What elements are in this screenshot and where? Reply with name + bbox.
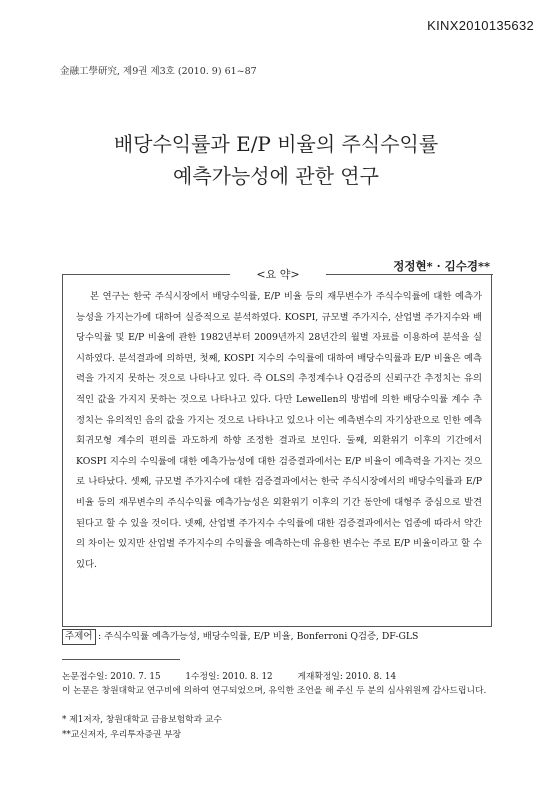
keywords-text: : 주식수익률 예측가능성, 배당수익률, E/P 비율, Bonferroni Q검증, DF-GLS	[98, 631, 419, 642]
title-line-1: 배당수익률과 E/P 비율의 주식수익률	[113, 132, 439, 156]
author1-note: * 제1저자, 창원대학교 금융보험학과 교수	[62, 715, 222, 725]
revised-date: 1수정일: 2010. 8. 12	[185, 672, 273, 682]
abstract-heading: <요 약>	[256, 268, 300, 281]
journal-citation: 金融工學研究, 제9권 제3호 (2010. 9) 61~87	[60, 66, 257, 77]
title-line-2: 예측가능성에 관한 연구	[173, 164, 379, 188]
acknowledgement-note: 이 논문은 창원대학교 연구비에 의하여 연구되었으며, 유익한 조언을 해 주신 두 분의 심사위원께 감사드립니다.	[62, 686, 487, 696]
submission-dates	[62, 669, 418, 682]
received-date: 논문접수일: 2010. 7. 15	[62, 672, 161, 682]
footnote-divider	[62, 659, 180, 660]
keywords-label: 주제어	[62, 629, 96, 645]
author2-note: **교신저자, 우리투자증권 부장	[62, 730, 182, 740]
abstract-body: 본 연구는 한국 주식시장에서 배당수익률, E/P 비율 등의 재무변수가 주식수익률에 대한 예측가능성을 가지는가에 대하여 실증적으로 분석하였다. KOSPI, 규모별 주가지수, 산업별 주가지수와 배당수익률 및 E/P 비율에 관한 1982년부터 2009년까지 28년간의 월별 자료를 이용하여 분석을 실시하였다. 분석결과에 의하면, 첫째, KOSPI 지수의 수익률에 대하여 배당수익률과 E/P 비율은 예측력을 가지지 못하는 것으로 나타나고 있다. 즉 OLS의 추정계수나 Q검증의 신뢰구간 추정치는 유의적인 값을 가지지 못하는 것으로 나타나고 있다. 다만 Lewellen의 방법에 의한 배당수익률 계수 추정치는 유의적인 음의 값을 가지는 것으로 나타나고 있으나 이는 예측변수의 자기상관으로 인한 예측회귀모형 계수의 편의를 과도하게 하향 조정한 결과로 보인다. 둘째, 외환위기 이후의 기간에서 KOSPI 지수의 수익률에 대한 예측가능성에 대한 검증결과에서는 E/P 비율이 예측력을 가지는 것으로 나타났다. 셋째, 규모별 주가지수에 대한 검증결과에서는 한국 주식시장에서의 배당수익률과 E/P 비율 등의 재무변수의 주식수익률 예측가능성은 외환위기 이후의 기간 동안에 대형주 중심으로 발견된다고 할 수 있을 것이다. 넷째, 산업별 주가지수 수익률에 대한 검증결과에서는 업종에 따라서 약간의 차이는 있지만 산업별 주가지수의 수익률을 예측하는데 유용한 변수는 주로 E/P 비율이라고 할 수 있다.	[76, 291, 482, 570]
document-id: KINX2010135632	[427, 18, 534, 33]
paper-title	[0, 128, 552, 192]
accepted-date: 게재확정일: 2010. 8. 14	[297, 672, 397, 682]
author-names: 정정현* · 김수경**	[393, 259, 490, 273]
